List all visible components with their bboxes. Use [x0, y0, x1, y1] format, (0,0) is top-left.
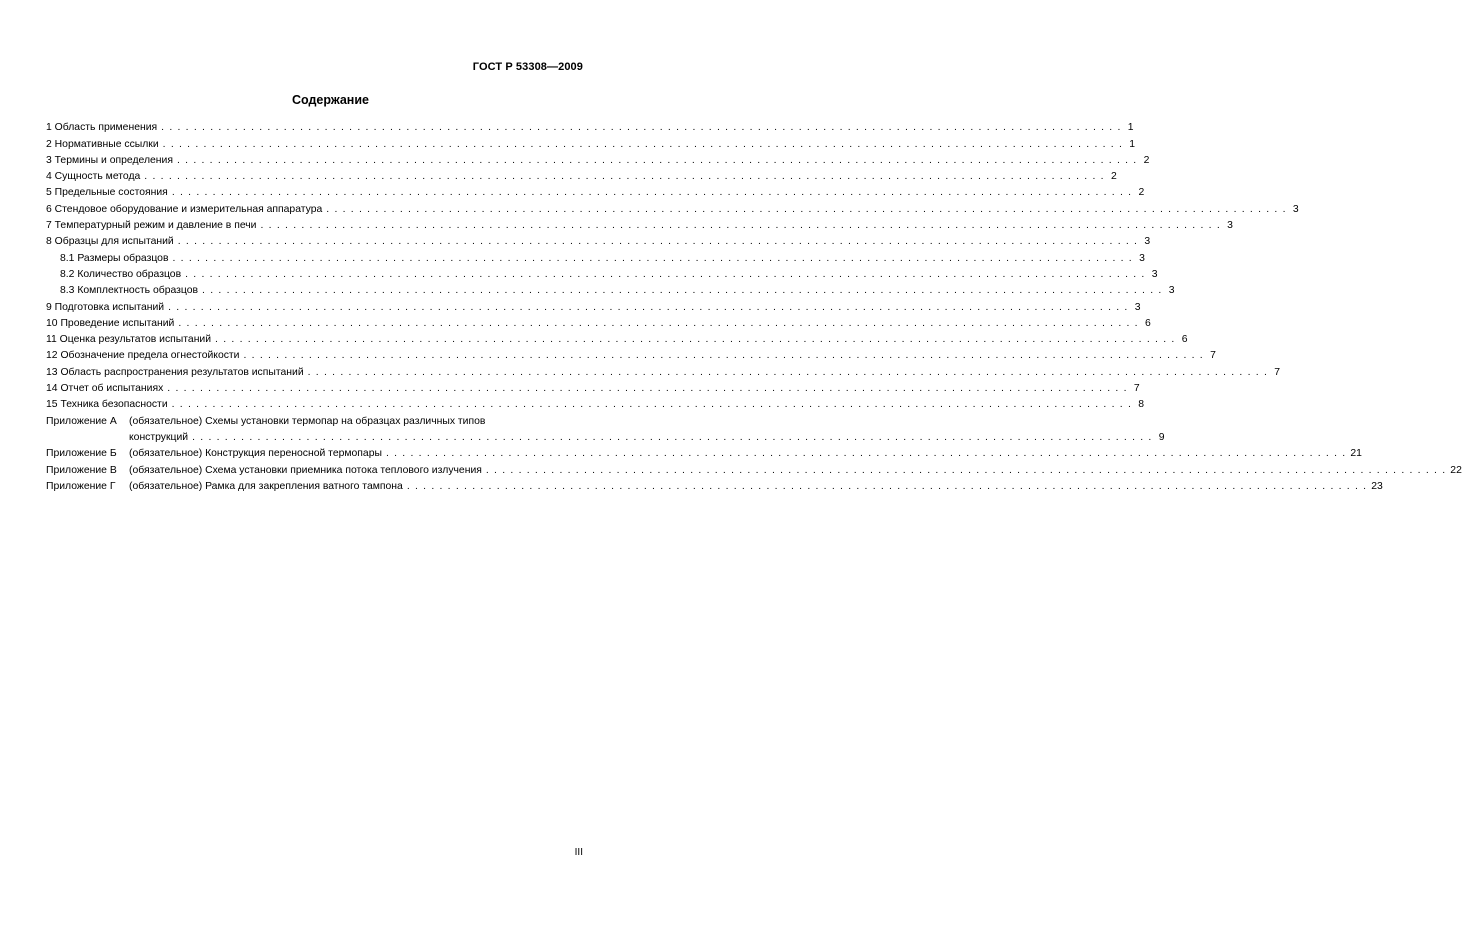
- appendix-title: (обязательное) Рамка для закрепления ватного тампона: [129, 480, 403, 492]
- appendix-key: Приложение В: [46, 464, 117, 476]
- appendix-item[interactable]: [46, 476, 1383, 492]
- leader-dots: [161, 122, 1121, 133]
- appendix-title-continued: конструкций: [129, 431, 189, 443]
- toc-item[interactable]: [46, 198, 1299, 215]
- appendix-key: Приложение А: [46, 415, 117, 427]
- toc-subitem[interactable]: [46, 247, 1145, 264]
- leader-dots: [178, 318, 1138, 329]
- leader-dots: [486, 465, 1446, 476]
- toc-item-page: 1: [1129, 138, 1136, 150]
- toc-item-page: 8: [1138, 399, 1145, 411]
- appendix-item[interactable]: [46, 410, 1165, 443]
- toc-item-page: 6: [1144, 317, 1151, 329]
- toc-item[interactable]: [46, 394, 1145, 411]
- leader-dots: [407, 481, 1367, 492]
- toc-item-label: 7 Температурный режим и давление в печи: [46, 220, 257, 232]
- toc-item-page: 3: [1144, 236, 1151, 248]
- toc-item-page: 3: [1168, 285, 1175, 297]
- appendix-page: 23: [1371, 480, 1383, 492]
- leader-dots: [215, 334, 1175, 345]
- toc-item-label: 8.1 Размеры образцов: [60, 252, 169, 264]
- appendix-item[interactable]: [46, 459, 1462, 476]
- toc-item-label: 6 Стендовое оборудование и измерительная аппаратура: [46, 203, 323, 215]
- leader-dots: [261, 220, 1221, 231]
- appendix-page: 9: [1158, 431, 1165, 443]
- appendix-title: (обязательное) Схема установки приемника потока теплового излучения: [129, 464, 482, 476]
- page-title: Содержание: [291, 93, 369, 107]
- toc-item[interactable]: [46, 296, 1141, 313]
- toc-item-page: 3: [1151, 268, 1158, 280]
- toc-item-label: 15 Техника безопасности: [46, 399, 168, 411]
- toc-item-page: 3: [1292, 203, 1299, 215]
- appendix-key: Приложение Г: [46, 480, 116, 492]
- leader-dots: [172, 399, 1132, 410]
- toc-item-page: 7: [1210, 350, 1216, 362]
- toc-item-page: 7: [1274, 366, 1281, 378]
- toc-item-page: 3: [1134, 301, 1141, 313]
- leader-dots: [308, 367, 1268, 378]
- leader-dots: [163, 139, 1123, 150]
- toc-item-label: 14 Отчет об испытаниях: [46, 383, 164, 395]
- page-number: III: [574, 847, 583, 858]
- toc-item[interactable]: [46, 329, 1188, 346]
- leader-dots: [177, 155, 1137, 166]
- leader-dots: [178, 236, 1138, 247]
- toc-item-label: 8 Образцы для испытаний: [46, 236, 174, 248]
- leader-dots: [202, 285, 1162, 296]
- toc-item[interactable]: [46, 231, 1151, 248]
- leader-dots: [167, 383, 1127, 394]
- toc-item-label: 12 Обозначение предела огнестойкости: [46, 350, 240, 362]
- toc-item-page: 1: [1127, 122, 1134, 134]
- toc-item[interactable]: [46, 313, 1151, 329]
- toc-item-label: 1 Область применения: [46, 122, 158, 134]
- toc-item-label: 9 Подготовка испытаний: [46, 301, 165, 313]
- toc-item-label: 13 Область распространения результатов испытаний: [46, 366, 304, 378]
- toc-item[interactable]: [46, 345, 1216, 362]
- leader-dots: [168, 302, 1128, 313]
- leader-dots: [172, 187, 1132, 198]
- appendix-title: (обязательное) Конструкция переносной термопары: [129, 448, 382, 460]
- leader-dots: [386, 448, 1346, 459]
- toc-item-page: 2: [1110, 171, 1117, 183]
- toc-item-label: 10 Проведение испытаний: [46, 317, 175, 329]
- toc-item-page: 3: [1227, 220, 1233, 232]
- toc-item[interactable]: [46, 133, 1136, 150]
- standard-designation: ГОСТ Р 53308—2009: [472, 61, 583, 73]
- appendix-page: 21: [1350, 448, 1362, 460]
- appendix-key: Приложение Б: [46, 448, 117, 460]
- appendix-page: 22: [1450, 464, 1462, 476]
- toc-subitem[interactable]: [46, 264, 1158, 280]
- toc-item-label: 2 Нормативные ссылки: [46, 138, 159, 150]
- toc-item[interactable]: [46, 117, 1134, 134]
- toc-item-page: 2: [1138, 187, 1145, 199]
- toc-item-label: 8.2 Количество образцов: [60, 268, 182, 280]
- leader-dots: [185, 269, 1145, 280]
- toc-item-page: 7: [1133, 383, 1140, 395]
- leader-dots: [144, 171, 1104, 182]
- toc-item-label: 4 Сущность метода: [46, 171, 141, 183]
- appendix-item[interactable]: [46, 443, 1362, 460]
- toc-item[interactable]: [46, 215, 1233, 232]
- appendix-title: (обязательное) Схемы установки термопар на образцах различных типов: [129, 415, 486, 427]
- toc-item-label: 5 Предельные состояния: [46, 187, 168, 199]
- leader-dots: [172, 253, 1132, 264]
- table-of-contents: [46, 117, 1462, 492]
- toc-item-page: 6: [1181, 334, 1188, 346]
- toc-item[interactable]: [46, 182, 1145, 199]
- toc-item-label: 11 Оценка результатов испытаний: [46, 334, 212, 346]
- toc-item[interactable]: [46, 378, 1140, 395]
- toc-item[interactable]: [46, 361, 1281, 378]
- toc-item-page: 2: [1143, 154, 1150, 166]
- toc-item-label: 3 Термины и определения: [46, 154, 173, 166]
- toc-item[interactable]: [46, 150, 1150, 166]
- toc-item-label: 8.3 Комплектность образцов: [60, 285, 199, 297]
- leader-dots: [192, 432, 1152, 443]
- leader-dots: [326, 204, 1286, 215]
- leader-dots: [243, 350, 1203, 361]
- toc-subitem[interactable]: [46, 280, 1175, 297]
- toc-item[interactable]: [46, 166, 1117, 183]
- toc-item-page: 3: [1139, 252, 1145, 264]
